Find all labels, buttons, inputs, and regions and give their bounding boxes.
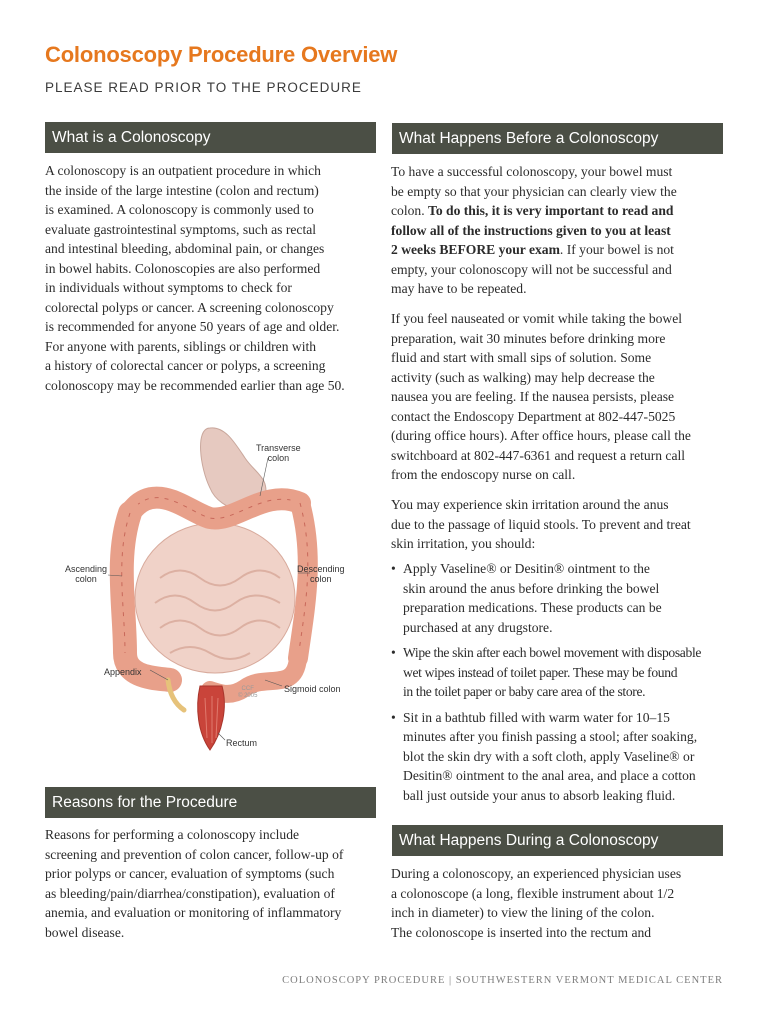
para-during bbox=[391, 864, 731, 942]
text-line: • Sit in a bathtub filled with warm water for 10–15 bbox=[403, 709, 670, 725]
text-line: A colonoscopy is an outpatient procedure in which bbox=[45, 163, 321, 178]
page-subtitle: PLEASE READ PRIOR TO THE PROCEDURE bbox=[45, 80, 362, 95]
label-text: CCF bbox=[241, 686, 254, 692]
text-line: For anyone with parents, siblings or children with bbox=[45, 338, 317, 354]
text-line: Reasons for performing a colonoscopy include bbox=[45, 827, 300, 842]
label-ascending-colon bbox=[65, 564, 107, 584]
heading-reasons: Reasons for the Procedure bbox=[45, 787, 376, 818]
text-line: screening and prevention of colon cancer, follow-up of bbox=[45, 846, 344, 862]
text-line bbox=[391, 221, 731, 241]
text-line: To have a successful colonoscopy, your bowel must bbox=[391, 164, 673, 179]
rectum-shape bbox=[198, 686, 225, 750]
text-line bbox=[391, 201, 731, 221]
text-line: nausea you are feeling. If the nausea persists, please bbox=[391, 389, 675, 404]
text-line: switchboard at 802-447-6361 and request a return call bbox=[391, 447, 686, 463]
text-line: minutes after you finish passing a stool; after soaking, bbox=[403, 729, 698, 744]
text-segment: . If your bowel is not bbox=[559, 242, 674, 257]
text-line: the inside of the large intestine (colon and rectum) bbox=[45, 182, 319, 198]
text-line: in individuals without symptoms to check for bbox=[45, 280, 292, 295]
label-appendix: Appendix bbox=[104, 667, 142, 677]
label-text: Transverse bbox=[256, 443, 301, 453]
text-line: colonoscopy may be recommended earlier than age 50. bbox=[45, 377, 345, 393]
heading-before: What Happens Before a Colonoscopy bbox=[392, 123, 723, 154]
text-line: preparation medications. These products can be bbox=[403, 600, 662, 615]
text-line: in the toilet paper or baby care area of the store. bbox=[403, 684, 646, 699]
colon-diagram-svg bbox=[60, 418, 360, 758]
text-line bbox=[391, 240, 731, 260]
text-line: • Apply Vaseline® or Desitin® ointment to the bbox=[403, 561, 650, 576]
para-before-1 bbox=[391, 162, 731, 299]
text-line: a history of colorectal cancer or polyps, a screening bbox=[45, 358, 326, 373]
text-line: inch in diameter) to view the lining of the colon. bbox=[391, 905, 655, 920]
text-line: prior polyps or cancer, evaluation of symptoms (such bbox=[45, 866, 335, 881]
emphasis-text: 2 weeks BEFORE your exam bbox=[391, 242, 560, 257]
label-descending-colon bbox=[297, 564, 345, 584]
text-line: ball just outside your anus to absorb leaking fluid. bbox=[403, 787, 676, 803]
text-line: anemia, and evaluation or monitoring of inflammatory bbox=[45, 905, 342, 920]
label-transverse-colon bbox=[256, 443, 301, 463]
colon-anatomy-illustration bbox=[60, 418, 360, 758]
list-item bbox=[391, 708, 731, 806]
text-line: is examined. A colonoscopy is commonly used to bbox=[45, 202, 314, 217]
para-before-3 bbox=[391, 495, 731, 554]
text-line: You may experience skin irritation around the anus bbox=[391, 497, 669, 512]
text-line: The colonoscope is inserted into the rectum and bbox=[391, 924, 652, 940]
text-line: skin around the anus before drinking the bowel bbox=[403, 580, 660, 596]
text-line: Desitin® ointment to the anal area, and place a cotton bbox=[403, 768, 696, 783]
text-line: If you feel nauseated or vomit while taking the bowel bbox=[391, 311, 683, 326]
list-item bbox=[391, 643, 731, 702]
emphasis-text: follow all of the instructions given to you at least bbox=[391, 222, 671, 238]
text-line: evaluate gastrointestinal symptoms, such as rectal bbox=[45, 221, 317, 237]
text-line: contact the Endoscopy Department at 802-447-5025 bbox=[391, 408, 676, 424]
text-line: fluid and start with small sips of solution. Some bbox=[391, 350, 652, 365]
text-line: preparation, wait 30 minutes before drinking more bbox=[391, 330, 666, 346]
label-rectum: Rectum bbox=[226, 738, 258, 748]
text-line: a colonoscope (a long, flexible instrument about 1/2 bbox=[391, 885, 675, 901]
emphasis-text: To do this, it is very important to read and bbox=[428, 203, 674, 218]
text-line: skin irritation, you should: bbox=[391, 536, 536, 551]
copyright-mark bbox=[238, 686, 257, 700]
text-line: During a colonoscopy, an experienced physician uses bbox=[391, 866, 682, 881]
text-line: empty, your colonoscopy will not be successful and bbox=[391, 261, 672, 277]
text-line: may have to be repeated. bbox=[391, 281, 527, 296]
text-line: wet wipes instead of toilet paper. These may be found bbox=[403, 664, 678, 680]
label-text: colon bbox=[75, 574, 97, 584]
text-line: is recommended for anyone 50 years of age and older. bbox=[45, 319, 340, 334]
text-segment: colon. bbox=[391, 203, 428, 218]
label-sigmoid-colon: Sigmoid colon bbox=[284, 684, 341, 694]
text-line: in bowel habits. Colonoscopies are also performed bbox=[45, 260, 321, 276]
transverse-colon-shape bbox=[130, 498, 300, 519]
label-text: © 2005 bbox=[238, 693, 258, 699]
text-line: as bleeding/pain/diarrhea/constipation), evaluation of bbox=[45, 885, 335, 901]
para-what-is bbox=[45, 161, 380, 395]
heading-what-is: What is a Colonoscopy bbox=[45, 122, 376, 153]
text-line: (during office hours). After office hours, please call the bbox=[391, 428, 691, 443]
text-line: • Wipe the skin after each bowel movement with disposable bbox=[403, 645, 702, 660]
heading-during: What Happens During a Colonoscopy bbox=[392, 825, 723, 856]
skin-care-list bbox=[391, 559, 731, 811]
text-line: and intestinal bleeding, abdominal pain, or changes bbox=[45, 241, 325, 256]
text-line: purchased at any drugstore. bbox=[403, 619, 553, 635]
text-line: colorectal polyps or cancer. A screening colonoscopy bbox=[45, 299, 334, 315]
text-line: blot the skin dry with a soft cloth, apply Vaseline® or bbox=[403, 748, 695, 764]
list-item bbox=[391, 559, 731, 637]
para-before-2 bbox=[391, 309, 731, 485]
page-footer: COLONOSCOPY PROCEDURE | SOUTHWESTERN VERMONT MEDICAL CENTER bbox=[282, 975, 723, 986]
text-line: activity (such as walking) may help decrease the bbox=[391, 369, 655, 385]
text-line: bowel disease. bbox=[45, 924, 125, 940]
text-line: be empty so that your physician can clearly view the bbox=[391, 183, 677, 199]
label-text: colon bbox=[267, 453, 290, 463]
label-text: Ascending bbox=[65, 564, 108, 574]
para-reasons bbox=[45, 825, 380, 942]
label-text: colon bbox=[310, 574, 332, 584]
text-line: due to the passage of liquid stools. To prevent and treat bbox=[391, 516, 691, 532]
text-line: from the endoscopy nurse on call. bbox=[391, 467, 576, 482]
label-text: Descending bbox=[297, 564, 345, 574]
page-title: Colonoscopy Procedure Overview bbox=[45, 42, 398, 67]
